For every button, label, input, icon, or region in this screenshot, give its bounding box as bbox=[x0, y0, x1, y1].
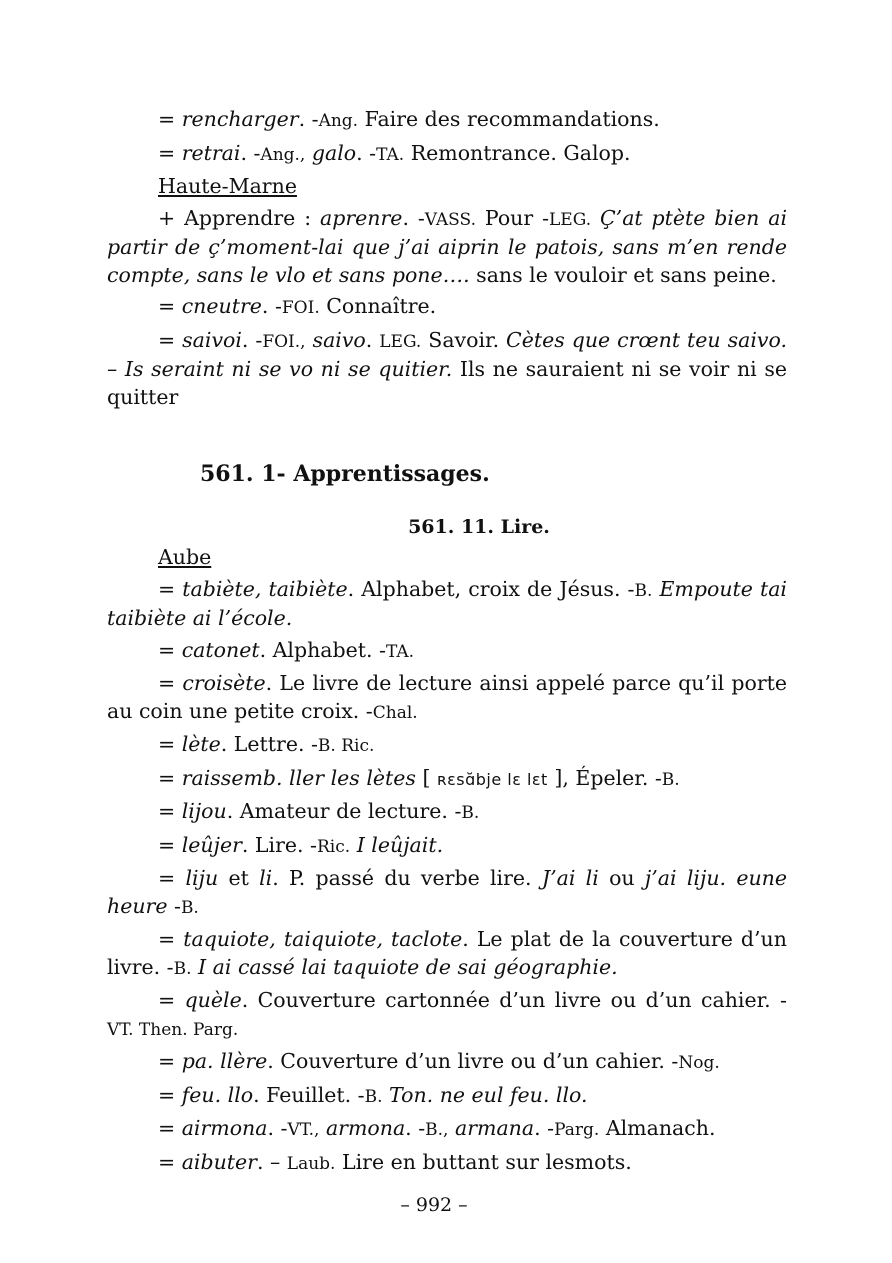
entry-apprendre: + Apprendre : aprenre. -VASS. Pour -LEG. Ç’at ptète bien ai partir de ç’moment-lai que j’ai aiprin le patois, sans m’en rende compte, sans le vlo et sans pone…. sans le vouloir et sans peine. bbox=[107, 205, 787, 287]
phonetic-transcription: ʀɛsɑ̆bje lɛ lɛt bbox=[436, 769, 548, 789]
entry-croisete: = croisète. Le livre de lecture ainsi appelé parce qu’il porte au coin une petite croix. -Chal. bbox=[107, 671, 787, 723]
entry-liju: = liju et li. P. passé du verbe lire. J’ai li ou j’ai liju. eune heure -B. bbox=[107, 866, 788, 918]
entry-taquiote: = taquiote, taiquiote, taclote. Le plat de la couverture d’un livre. -B. I ai cassé lai taquiote de sai géographie. bbox=[107, 927, 787, 979]
entry-cneutre: = cneutre. -FOI. Connaître. bbox=[158, 294, 437, 318]
entry-raissemb: = raissemb. ller les lètes [ ʀɛsɑ̆bje lɛ lɛt ], Épeler. -B. bbox=[158, 765, 680, 790]
entry-lete: = lète. Lettre. -B. Ric. bbox=[158, 732, 375, 756]
entry-airmona: = airmona. -VT., armona. -B., armana. -Parg. Almanach. bbox=[158, 1116, 716, 1140]
entry-lijou: = lijou. Amateur de lecture. -B. bbox=[158, 799, 480, 823]
region-haute-marne: Haute-Marne bbox=[158, 174, 297, 198]
top-section bbox=[107, 106, 787, 415]
section-heading: 561. 1- Apprentissages. bbox=[200, 461, 490, 487]
page-number: – 992 – bbox=[400, 1194, 468, 1216]
entry-quele: = quèle. Couverture cartonnée d’un livre ou d’un cahier. -VT. Then. Parg. bbox=[107, 988, 787, 1040]
entry-rencharger: = rencharger. -Ang. Faire des recommandations. bbox=[158, 107, 660, 131]
entry-retrai: = retrai. -Ang., galo. -TA. Remontrance. Galop. bbox=[158, 140, 631, 165]
entry-feullo: = feu. llo. Feuillet. -B. Ton. ne eul feu. llo. bbox=[158, 1082, 588, 1107]
entry-catonet: = catonet. Alphabet. -TA. bbox=[158, 637, 415, 662]
lire-section bbox=[107, 544, 787, 1182]
entry-leujer: = leûjer. Lire. -Ric. I leûjait. bbox=[158, 832, 444, 857]
subsection-heading: 561. 11. Lire. bbox=[408, 516, 550, 538]
entry-aibuter: = aibuter. – Laub. Lire en buttant sur lesmots. bbox=[158, 1149, 632, 1174]
entry-saivoi: = saivoi. -FOI., saivo. LEG. Savoir. Cètes que crœnt teu saivo. – Is seraint ni se vo ni se quitier. Ils ne sauraient ni se voir ni se quitter bbox=[107, 327, 787, 409]
entry-pallere: = pa. llère. Couverture d’un livre ou d’un cahier. -Nog. bbox=[158, 1049, 720, 1073]
entry-tabiete: = tabiète, taibiète. Alphabet, croix de Jésus. -B. Empoute tai taibiète ai l’école. bbox=[107, 576, 787, 630]
region-aube: Aube bbox=[158, 545, 212, 569]
